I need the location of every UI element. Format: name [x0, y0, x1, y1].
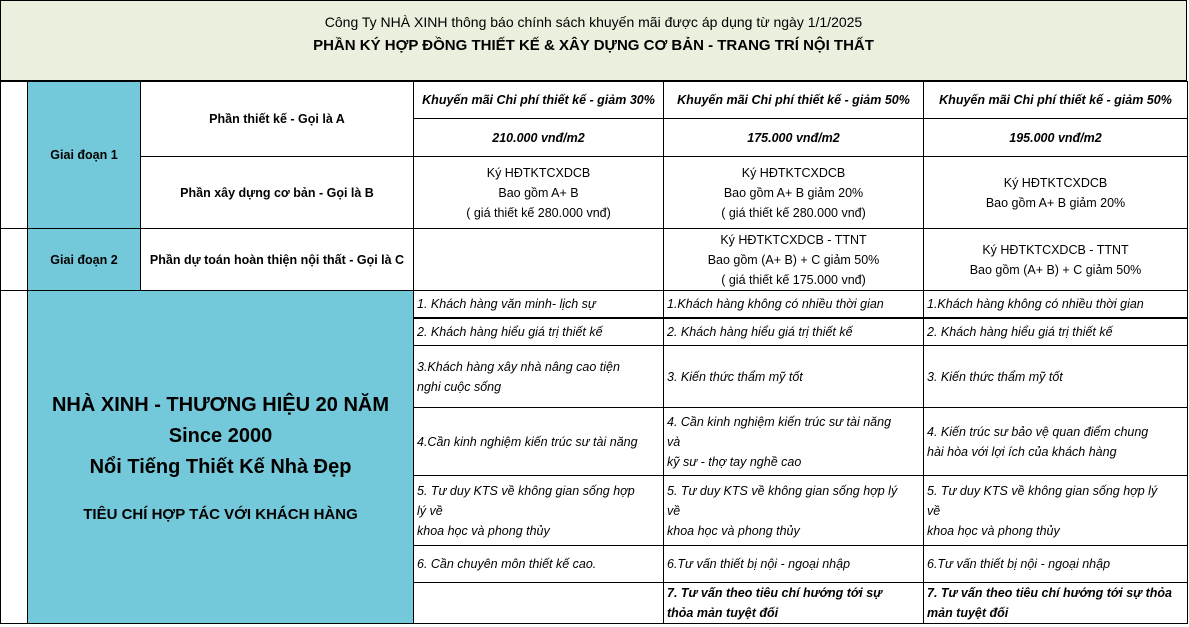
gutter-cell: [1, 229, 28, 291]
criteria-cell: 5. Tư duy KTS về không gian sống hợp lý về khoa học và phong thủy: [414, 476, 664, 546]
row-stage-2: [1, 229, 1188, 291]
offer-2-promo: Khuyến mãi Chi phí thiết kế - giảm 50%: [664, 82, 924, 119]
criteria-cell: [414, 583, 664, 624]
sheet-title: PHẦN KÝ HỢP ĐỒNG THIẾT KẾ & XÂY DỰNG CƠ BẢN - TRANG TRÍ NỘI THẤT: [313, 37, 874, 54]
offer-2-price: 175.000 vnđ/m2: [664, 119, 924, 157]
criteria-heading: TIÊU CHÍ HỢP TÁC VỚI KHÁCH HÀNG: [83, 505, 358, 523]
brand-tagline: Nổi Tiếng Thiết Kế Nhà Đẹp: [89, 455, 352, 478]
stage-2-label: Giai đoạn 2: [28, 229, 141, 291]
criteria-cell: 1.Khách hàng không có nhiều thời gian: [924, 291, 1188, 318]
criteria-cell: 6.Tư vấn thiết bị nội - ngoại nhập: [924, 546, 1188, 583]
criteria-cell: 6. Cần chuyên môn thiết kế cao.: [414, 546, 664, 583]
criteria-cell: 5. Tư duy KTS về không gian sống hợp lý về khoa học và phong thủy: [924, 476, 1188, 546]
part-b-label: Phần xây dựng cơ bản - Gọi là B: [141, 157, 414, 229]
part-c-label: Phần dự toán hoàn thiện nội thất - Gọi là C: [141, 229, 414, 291]
criteria-cell: 7. Tư vấn theo tiêu chí hướng tới sự thỏa mản tuyệt đối: [664, 583, 924, 624]
criteria-cell: 7. Tư vấn theo tiêu chí hướng tới sự thỏa mản tuyệt đối: [924, 583, 1188, 624]
offer-3-part-c: Ký HĐTKTCXDCB - TTNT Bao gồm (A+ B) + C giảm 50%: [924, 229, 1188, 291]
row-part-b: [1, 157, 1188, 229]
criteria-cell: 2. Khách hàng hiểu giá trị thiết kế: [924, 318, 1188, 346]
criteria-cell: 1.Khách hàng không có nhiều thời gian: [664, 291, 924, 318]
criteria-cell: 4.Cần kinh nghiệm kiến trúc sư tài năng: [414, 408, 664, 476]
offer-1-price: 210.000 vnđ/m2: [414, 119, 664, 157]
criteria-cell: 4. Cần kinh nghiệm kiến trúc sư tài năng và kỹ sư - thợ tay nghề cao: [664, 408, 924, 476]
row-promo: [1, 82, 1188, 119]
part-a-label: Phần thiết kế - Gọi là A: [141, 82, 414, 157]
criteria-cell: 2. Khách hàng hiểu giá trị thiết kế: [664, 318, 924, 346]
offer-3-promo: Khuyến mãi Chi phí thiết kế - giảm 50%: [924, 82, 1188, 119]
stage-1-label: Giai đoạn 1: [28, 82, 141, 229]
brand-headline: NHÀ XINH - THƯƠNG HIỆU 20 NĂM: [51, 393, 389, 416]
gutter-cell: [1, 291, 28, 624]
criteria-cell: 6.Tư vấn thiết bị nội - ngoại nhập: [664, 546, 924, 583]
brand-since: Since 2000: [168, 424, 273, 447]
criteria-cell: 4. Kiến trúc sư bảo vệ quan điểm chung hài hòa với lợi ích của khách hàng: [924, 408, 1188, 476]
gutter-cell: [1, 82, 28, 229]
header-banner: [0, 0, 1187, 81]
brand-block: [28, 291, 414, 624]
offer-1-part-b: Ký HĐTKTCXDCB Bao gồm A+ B ( giá thiết kế 280.000 vnđ): [414, 157, 664, 229]
criteria-cell: 3. Kiến thức thẩm mỹ tốt: [664, 346, 924, 408]
criteria-cell: 2. Khách hàng hiểu giá trị thiết kế: [414, 318, 664, 346]
announcement-line: Công Ty NHÀ XINH thông báo chính sách khuyến mãi được áp dụng từ ngày 1/1/2025: [324, 14, 863, 30]
offer-2-part-b: Ký HĐTKTCXDCB Bao gồm A+ B giảm 20% ( giá thiết kế 280.000 vnđ): [664, 157, 924, 229]
criteria-cell: 5. Tư duy KTS về không gian sống hợp lý về khoa học và phong thủy: [664, 476, 924, 546]
criteria-row: [1, 291, 1188, 318]
offer-2-part-c: Ký HĐTKTCXDCB - TTNT Bao gồm (A+ B) + C giảm 50% ( giá thiết kế 175.000 vnđ): [664, 229, 924, 291]
offer-3-part-b: Ký HĐTKTCXDCB Bao gồm A+ B giảm 20%: [924, 157, 1188, 229]
criteria-cell: 1. Khách hàng văn minh- lịch sự: [414, 291, 664, 318]
offer-1-part-c: [414, 229, 664, 291]
offer-3-price: 195.000 vnđ/m2: [924, 119, 1188, 157]
offer-1-promo: Khuyến mãi Chi phí thiết kế - giảm 30%: [414, 82, 664, 119]
criteria-cell: 3. Kiến thức thẩm mỹ tốt: [924, 346, 1188, 408]
promotion-table: [0, 81, 1188, 624]
criteria-cell: 3.Khách hàng xây nhà nâng cao tiện nghi cuộc sống: [414, 346, 664, 408]
